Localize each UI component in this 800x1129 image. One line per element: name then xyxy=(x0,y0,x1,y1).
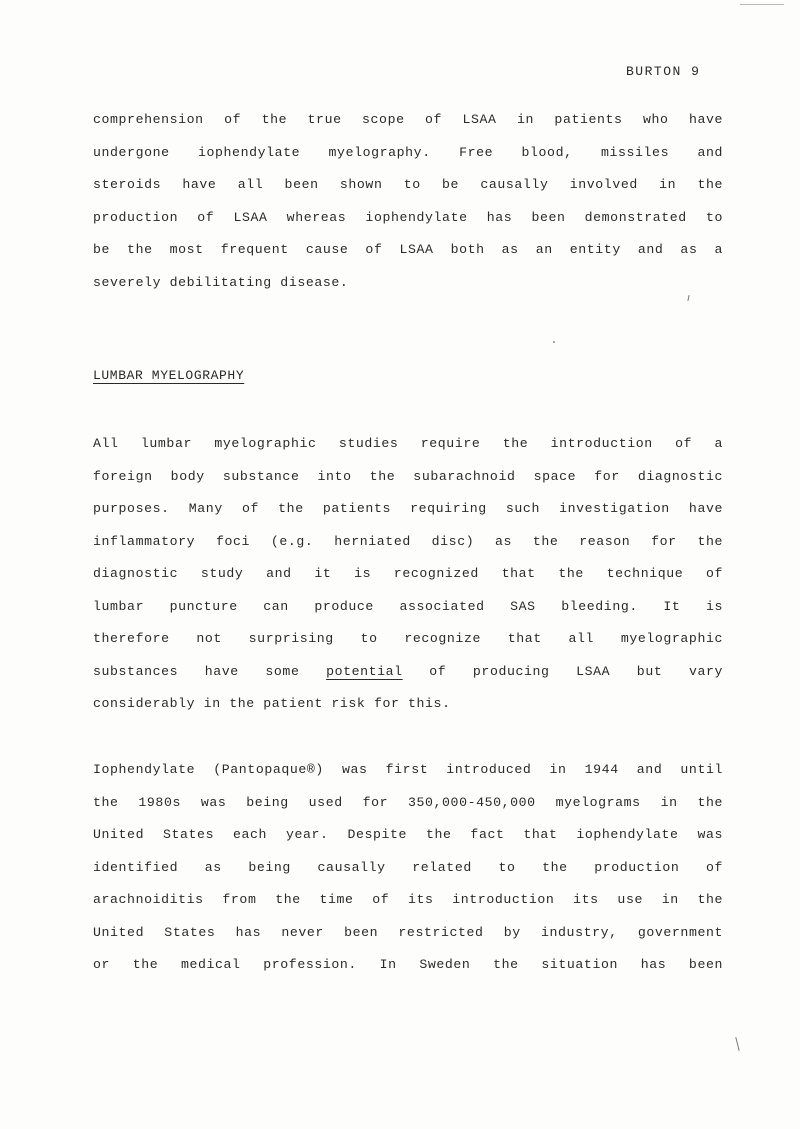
text-line: the 1980s was being used for 350,000-450,000 myelograms in the xyxy=(93,794,723,810)
text-line: arachnoiditis from the time of its introduction its use in the xyxy=(93,892,723,907)
paragraph-lumbar xyxy=(93,434,723,727)
text-line: comprehension of the true scope of LSAA in patients who have xyxy=(93,112,723,127)
text-line: severely debilitating disease. xyxy=(93,274,349,290)
text-line: production of LSAA whereas iophendylate has been demonstrated to xyxy=(93,209,723,225)
page-header: BURTON 9 xyxy=(626,64,701,79)
text-line: steroids have all been shown to be causally involved in the xyxy=(93,177,723,192)
text-line: diagnostic study and it is recognized that the technique of xyxy=(93,566,723,581)
scan-speck xyxy=(553,341,555,343)
text-line: foreign body substance into the subarachnoid space for diagnostic xyxy=(93,468,723,484)
paragraph-iophendylate xyxy=(93,760,723,988)
text-line: identified as being causally related to the production of xyxy=(93,859,723,875)
text-line: Iophendylate (Pantopaque®) was first introduced in 1944 and until xyxy=(93,762,723,777)
paragraph-intro xyxy=(93,110,723,305)
text-line: undergone iophendylate myelography. Free blood, missiles and xyxy=(93,144,723,160)
text-line: considerably in the patient risk for this. xyxy=(93,696,451,711)
scan-speck xyxy=(735,1037,739,1051)
text-line: therefore not surprising to recognize that all myelographic xyxy=(93,631,723,646)
text-segment: of producing LSAA but vary xyxy=(402,663,723,679)
text-line: purposes. Many of the patients requiring such investigation have xyxy=(93,501,723,516)
text-line: or the medical profession. In Sweden the situation has been xyxy=(93,957,723,972)
text-line: inflammatory foci (e.g. herniated disc) as the reason for the xyxy=(93,533,723,549)
text-line: be the most frequent cause of LSAA both as an entity and as a xyxy=(93,242,723,257)
scan-speck xyxy=(740,4,784,5)
emphasized-word: potential xyxy=(326,663,403,679)
text-line: lumbar puncture can produce associated SAS bleeding. It is xyxy=(93,598,723,614)
text-line xyxy=(93,662,723,695)
text-line: United States each year. Despite the fact that iophendylate was xyxy=(93,827,723,842)
section-heading: LUMBAR MYELOGRAPHY xyxy=(93,368,245,383)
text-line: All lumbar myelographic studies require the introduction of a xyxy=(93,436,723,451)
text-line: United States has never been restricted by industry, government xyxy=(93,924,723,940)
text-segment: substances have some xyxy=(93,663,327,679)
